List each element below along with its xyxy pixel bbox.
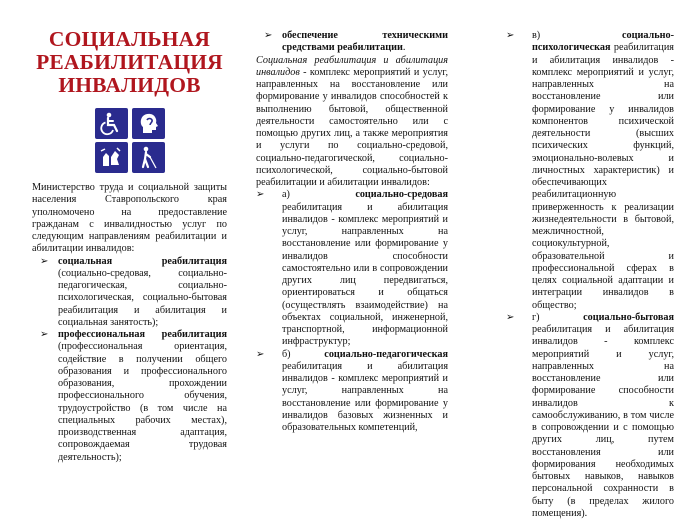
item-social-environment — [256, 189, 448, 348]
definition-term: Социальная реабилитация и абилитация инвалидов — [256, 54, 448, 78]
column-right — [506, 30, 674, 520]
arrow-bullet-icon: ➢ — [40, 329, 49, 340]
item-label: а) — [282, 189, 290, 201]
bullet-professional-rehab — [32, 329, 227, 464]
blind-cane-icon — [132, 142, 165, 173]
bullet-head: обеспечение техническими средствами реабилитации — [282, 30, 448, 54]
sign-hands-icon — [95, 142, 128, 173]
item-social-household — [506, 312, 674, 520]
item-head: социально-бытовая — [583, 311, 674, 323]
item-label: б) — [282, 348, 291, 360]
column-left — [32, 0, 227, 464]
bullet-social-rehab — [32, 256, 227, 330]
title-line-2: РЕАБИЛИТАЦИЯ — [36, 50, 223, 74]
bullet-head: профессиональная реабилитация — [58, 329, 227, 340]
wheelchair-icon — [95, 108, 128, 139]
arrow-bullet-icon: ➢ — [264, 30, 273, 41]
arrow-bullet-icon: ➢ — [256, 189, 265, 201]
title-line-1: СОЦИАЛЬНАЯ — [48, 27, 211, 51]
item-head: социально-средовая — [355, 189, 448, 201]
arrow-bullet-icon: ➢ — [506, 311, 515, 323]
item-label: г) — [532, 311, 540, 323]
bullet-body: (профессиональная ориентация, содействие в получении общего образования и профессионального образования, прохождении профессионального обучения, трудоустройство (в том числе на специальных рабочих местах), производственная адаптация, сопровождаемая трудовая деятельность); — [58, 341, 227, 463]
title-line-3: ИНВАЛИДОВ — [58, 73, 201, 97]
bullet-technical-means — [256, 30, 448, 55]
item-body: реабилитация и абилитация инвалидов - комплекс мероприятий и услуг, направленных на восстановление или формирование способности инвалидов к самообслуживанию, в том числе в сопровождении и с помощью других лиц, путем восстановления или формирования необходимых бытовых навыков, навыков персональной сохранности в быту (в пределах жилого помещения). — [532, 324, 674, 519]
item-social-psychological — [506, 30, 674, 312]
definition-paragraph — [256, 55, 448, 190]
definition-text: - комплекс мероприятий и услуг, направленных на восстановление или формирование у инвалидов способностей к выполнению бытовой, общественной деятельности самостоятельно или с помощью других лиц, а также мероприятия и услуги по социально-средовой, социально-педагогической, социально-психологической, социально-бытовой реабилитации и абилитации инвалидов: — [256, 66, 448, 188]
bullet-head: социальная реабилитация — [58, 255, 227, 267]
item-label: в) — [532, 30, 541, 41]
arrow-bullet-icon: ➢ — [256, 348, 265, 360]
column-middle — [256, 30, 448, 434]
item-body: реабилитация и абилитация инвалидов - комплекс мероприятий и услуг, направленных на восстановление или формирование у инвалидов компонентов психической деятельности (высших психических функций, эмоционально-волевых и личностных характеристик) и обеспечивающих реабилитационную приверженность к реализации жизнедеятельности в бытовой, межличностной, социокультурной, образовательной и профессиональной сферах в целях социальной адаптации и интеграции инвалидов в общество; — [532, 42, 674, 311]
intro-paragraph: Министерство труда и социальной защиты населения Ставропольского края уполномочено на предоставление гражданам с инвалидностью услуг по следующим направлениям реабилитации и абилитации инвалидов: — [32, 182, 227, 255]
bullet-body: . — [402, 42, 406, 54]
arrow-bullet-icon: ➢ — [506, 30, 515, 41]
disability-icons — [95, 108, 165, 174]
arrow-bullet-icon: ➢ — [40, 255, 49, 267]
item-head: социально-психологическая — [532, 30, 674, 54]
item-body: реабилитация и абилитация инвалидов - комплекс мероприятий и услуг, направленных на восстановление или формирование у инвалидов базовых жизненных и образовательных компетенций, — [282, 360, 448, 433]
brochure-title — [32, 28, 227, 97]
item-social-pedagogical — [256, 349, 448, 435]
bullet-body: (социально-средовая, социально-педагогическая, социально-психологическая, социально-бытовая реабилитация и абилитация и социальная занятость); — [58, 267, 227, 328]
head-profile-icon — [132, 108, 165, 139]
item-body: реабилитация и абилитация инвалидов - комплекс мероприятий и услуг, направленных на восстановление или формирование у инвалидов способности самостоятельно или в сопровождении других лиц передвигаться, ориентироваться и общаться (осуществлять взаимодействие) на объектах социальной, инженерной, транспортной, информационной инфраструктур; — [282, 201, 448, 348]
item-head: социально-педагогическая — [324, 348, 448, 360]
